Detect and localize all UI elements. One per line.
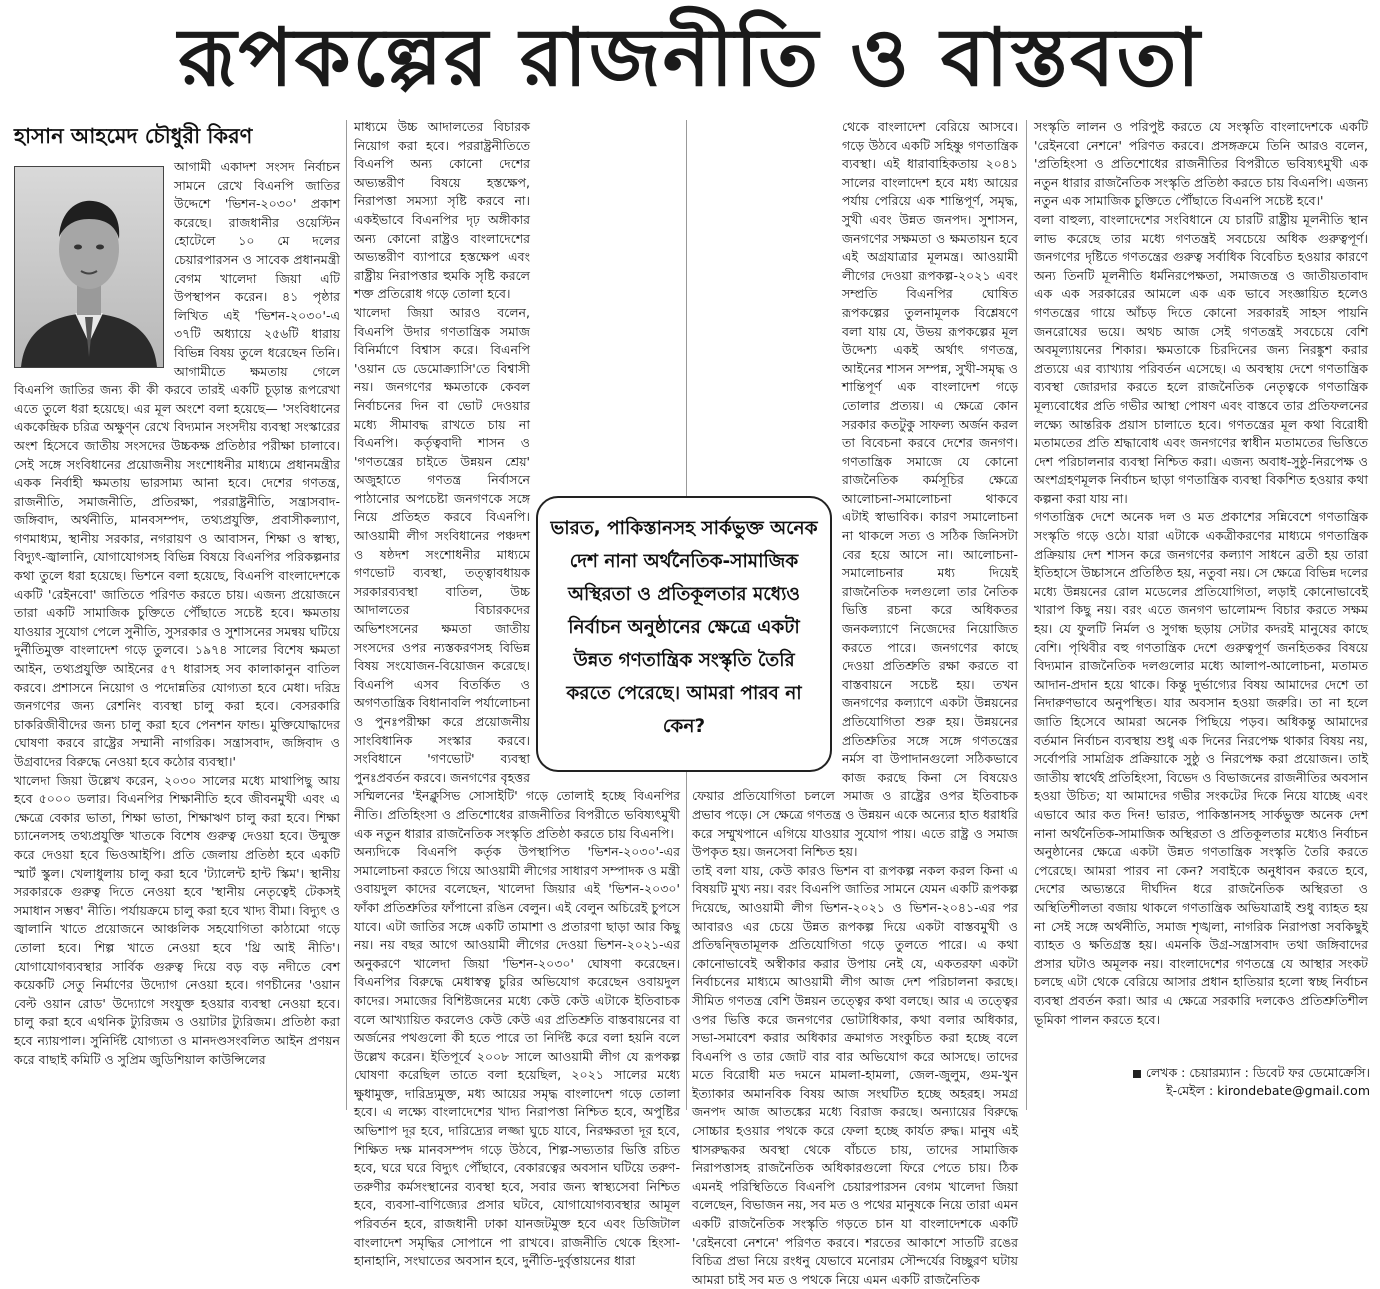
pull-quote-box <box>536 496 832 772</box>
author-email-line: ই-মেইল : kirondebate@gmail.com <box>1166 1083 1370 1098</box>
article-headline: রূপকল্পের রাজনীতি ও বাস্তবতা <box>178 11 1202 104</box>
article-paragraph: থেকে বাংলাদেশ বেরিয়ে আসবে। গড়ে উঠবে একটি সহিষ্ণু গণতান্ত্রিক ব্যবস্থা। এই ধারাবাহিকতায় ২০৪১ সালের বাংলাদেশ হবে মধ্য আয়ের পর্যায় পেরিয়ে এক শান্তিপূর্ণ, সমৃদ্ধ, সুখী এবং উন্নত জনপদ। সুশাসন, জনগণের সক্ষমতা ও ক্ষমতায়ন হবে এই অগ্রযাত্রার মূলমন্ত্র। আওয়ামী লীগের দেওয়া রূপকল্প-২০২১ এবং সম্প্রতি বিএনপির ঘোষিত রূপকল্পের তুলনামূলক বিশ্লেষণে বলা যায় যে, উভয় রূপকল্পের মূল উদ্দেশ্য একই অর্থাৎ গণতন্ত্র, আইনের শাসন সম্পন্ন, সুখী-সমৃদ্ধ ও শান্তিপূর্ণ এক বাংলাদেশ গড়ে তোলার প্রত্যয়। এ ক্ষেত্রে কোন সরকার কতটুকু সাফল্য অর্জন করল তা বিবেচনা করবে দেশের জনগণ। গণতান্ত্রিক সমাজে যে কোনো রাজনৈতিক কর্মসূচির ক্ষেত্রে আলোচনা-সমালোচনা থাকবে এটাই স্বাভাবিক। কারণ সমালোচনা না থাকলে সত্য ও সঠিক জিনিসটা বের হয়ে আসে না। আলোচনা-সমালোচনার মধ্য দিয়েই রাজনৈতিক দলগুলো তার নৈতিক ভিত্তি রচনা করে অধিকতর জনকল্যাণে নিজেদের নিয়োজিত করতে পারে। জনগণের কাছে দেওয়া প্রতিশ্রুতি রক্ষা করতে বা বাস্তবায়নে সচেষ্ট হয়। তখন জনগণের কল্যাণে একটা উন্নয়নের প্রতিযোগিতা শুরু হয়। উন্নয়নের প্রতিশ্রুতির সঙ্গে সঙ্গে গণতন্ত্রের নর্মস বা উপাদানগুলো সঠিকভাবে কাজ করছে কিনা সে বিষয়েও ফেয়ার প্রতিযোগিতা চললে সমাজ ও রাষ্ট্রের ওপর ইতিবাচক প্রভাব পড়ে। সে ক্ষেত্রে গণতন্ত্র ও উন্নয়ন একে অন্যের হাত ধরাধরি করে সম্মুখপানে এগিয়ে যাওয়ার সুযোগ পায়। এতে রাষ্ট্র ও সমাজ উপকৃত হয়। জনসেবা নিশ্চিত হয়। <box>692 119 1018 860</box>
article-paragraph: অন্যদিকে বিএনপি কর্তৃক উপস্থাপিত 'ভিশন-২০৩০'-এর সমালোচনা করতে গিয়ে আওয়ামী লীগের সাধারণ সম্পাদক ও মন্ত্রী ওবায়দুল কাদের বলেছেন, খালেদা জিয়ার এই 'ভিশন-২০৩০' ফাঁকা প্রতিশ্রুতির ফাঁপানো রঙিন বেলুন। এই বেলুন অচিরেই চুপসে যাবে। এটা জাতির সঙ্গে একটি তামাশা ও প্রতারণা ছাড়া আর কিছু নয়। নয় বছর আগে আওয়ামী লীগের দেওয়া ভিশন-২০২১-এর অনুকরণে খালেদা জিয়া 'ভিশন-২০৩০' ঘোষণা করেছেন। বিএনপির বিরুদ্ধে মেধাস্বত্ব চুরির অভিযোগ করেছেন ওবায়দুল কাদের। সমাজের বিশিষ্টজনের মধ্যে কেউ কেউ এটাকে ইতিবাচক বলে আখ্যায়িত করলেও কেউ কেউ এর প্রতিশ্রুতি বাস্তবায়নের বা অর্জনের পথগুলো কী হতে পারে তা নির্দিষ্ট করে বলা হয়নি বলে উল্লেখ করেন। ইতিপূর্বে ২০০৮ সালে আওয়ামী লীগ যে রূপকল্প ঘোষণা করেছিল তাতে বলা হয়েছিল, ২০২১ সালের মধ্যে ক্ষুধামুক্ত, দারিদ্র্যমুক্ত, মধ্য আয়ের সমৃদ্ধ বাংলাদেশ গড়ে তোলা হবে। এ লক্ষ্যে বাংলাদেশের খাদ্য নিরাপত্তা নিশ্চিত হবে, অপুষ্টির অভিশাপ দূর হবে, দারিদ্র্যের লজ্জা ঘুচে যাবে, নিরক্ষরতা দূর হবে, শিক্ষিত দক্ষ মানবসম্পদ গড়ে উঠবে, শিল্প-সভ্যতার ভিত্তি রচিত হবে, ঘরে ঘরে বিদ্যুৎ পৌঁছাবে, বেকারত্বের অবসান ঘটিয়ে তরুণ-তরুণীর কর্মসংস্থানের ব্যবস্থা হবে, সবার জন্য স্বাস্থ্যসেবা নিশ্চিত হবে, ব্যবসা-বাণিজ্যের প্রসার ঘটবে, যোগাযোগব্যবস্থার আমূল পরিবর্তন হবে, রাজধানী ঢাকা যানজটমুক্ত হবে এবং ডিজিটাল বাংলাদেশ সমৃদ্ধির সোপানে পা রাখবে। রাজনীতি থেকে হিংসা-হানাহানি, সংঘাতের অবসান হবে, দুর্নীতি-দুর্বৃত্তায়নের ধারা <box>354 844 680 1269</box>
author-photo <box>14 166 164 368</box>
square-bullet-icon <box>1133 1070 1141 1078</box>
article-paragraph: বলা বাহুল্য, বাংলাদেশের সংবিধানে যে চারটি রাষ্ট্রীয় মূলনীতি স্থান লাভ করেছে তার মধ্যে গণতন্ত্রই সবচেয়ে অধিক গুরুত্বপূর্ণ। জনগণের দৃষ্টিতে গণতন্ত্রের গুরুত্ব সর্বাধিক বিবেচিত হওয়ার কারণে অন্য তিনটি মূলনীতি ধর্মনিরপেক্ষতা, সমাজতন্ত্র ও জাতীয়তাবাদ এক এক সরকারের আমলে এক এক ভাবে সংজ্ঞায়িত হলেও গণতন্ত্রের গায়ে আঁচড় দিতে কোনো সরকারই সাহস পায়নি জনরোষের ভয়ে। অথচ আজ সেই গণতন্ত্রই সবচেয়ে বেশি অবমূল্যায়নের শিকার। ক্ষমতাকে চিরদিনের জন্য নিরঙ্কুশ করার প্রত্যয়ে এর ব্যাখ্যায় পরিবর্তন এসেছে। এ অবস্থায় দেশে গণতান্ত্রিক ব্যবস্থা জোরদার করতে হলে রাজনৈতিক নেতৃত্বকে গণতান্ত্রিক মূল্যবোধের প্রতি গভীর আস্থা পোষণ এবং বাস্তবে তার প্রতিফলনের লক্ষ্যে আন্তরিক প্রয়াস চালাতে হবে। গণতন্ত্রের মূল কথা বিরোধী মতামতের প্রতি শ্রদ্ধাবোধ এবং জনগণের স্বাধীন মতামতের ভিত্তিতে দেশ পরিচালনার ব্যবস্থা নিশ্চিত করা। এজন্য অবাধ-সুষ্ঠু-নিরপেক্ষ ও অংশগ্রহণমূলক নির্বাচন ছাড়া গণতান্ত্রিক ব্যবস্থা বিকশিত হওয়ার কথা কল্পনা করা যায় না। <box>1034 211 1368 506</box>
article-paragraph: গণতান্ত্রিক দেশে অনেক দল ও মত প্রকাশের সন্নিবেশে গণতান্ত্রিক সংস্কৃতি গড়ে ওঠে। যারা এটাকে একত্রীকরণের মাধ্যমে গণতান্ত্রিক প্রক্রিয়ায় দেশ শাসন করে জনগণের কল্যাণ সাধনে ব্রতী হয় তারা ইতিহাসে উচ্চাসনে প্রতিষ্ঠিত হয়, নতুবা নয়। সে ক্ষেত্রে বিভিন্ন দলের মধ্যে উন্নয়নের রোল মডেলের প্রতিযোগিতা, লড়াই কোনোভাবেই খারাপ কিছু নয়। বরং এতে জনগণ ভালোমন্দ বিচার করতে সক্ষম হয়। যে ফুলটি নির্মল ও সুগন্ধ ছড়ায় সেটার কদরই মানুষের কাছে বেশি। পৃথিবীর বহু গণতান্ত্রিক দেশে গুরুত্বপূর্ণ জনহিতকর বিষয়ে বিদ্যমান রাজনৈতিক দলগুলোর মধ্যে আলাপ-আলোচনা, মতামত আদান-প্রদান হয়ে থাকে। কিন্তু দুর্ভাগ্যের বিষয় আমাদের দেশে তা নিদারুণভাবে অনুপস্থিত। যার অবসান হওয়া জরুরি। তা না হলে জাতি হিসেবে আমরা অনেক পিছিয়ে পড়ব। অধিকন্তু আমাদের বর্তমান নির্বাচন ব্যবস্থায় শুধু এক দিনের নিরপেক্ষ থাকার বিষয় নয়, সর্বোপরি সামগ্রিক প্রক্রিয়াকে সুষ্ঠু ও নিরপেক্ষ করা প্রয়োজন। তাই জাতীয় স্বার্থেই প্রতিহিংসা, বিভেদ ও বিভাজনের রাজনীতির অবসান হওয়া উচিত; যা আমাদের গভীর সংকটের দিকে নিয়ে যাচ্ছে এবং এভাবে আর কত দিন! ভারত, পাকিস্তানসহ সার্কভুক্ত অনেক দেশ নানা অর্থনৈতিক-সামাজিক অস্থিরতা ও প্রতিকূলতার মধ্যেও নির্বাচন অনুষ্ঠানের ক্ষেত্রে একটা উন্নত গণতান্ত্রিক সংস্কৃতি তৈরি করতে পেরেছে। আমরা পারব না কেন? সবাইকে অনুধাবন করতে হবে, দেশের অভ্যন্তরে দীর্ঘদিন ধরে রাজনৈতিক অস্থিরতা ও অস্থিতিশীলতা বজায় থাকলে গণতান্ত্রিক অভিযাত্রাই শুধু ব্যাহত হয় না সেই সঙ্গে অর্থনীতি, সমাজ শৃঙ্খলা, নাগরিক নিরাপত্তা সবকিছুই ব্যাহত ও ক্ষতিগ্রস্ত হয়। এমনকি উগ্র-সন্ত্রাসবাদ তথা জঙ্গিবাদের প্রসার ঘটাও অমূলক নয়। বাংলাদেশের গণতন্ত্রে যে আস্থার সংকট চলছে এটা থেকে বেরিয়ে আসার প্রধান হাতিয়ার হলো স্বচ্ছ নির্বাচন ব্যবস্থা প্রবর্তন করা। আর এ ক্ষেত্রে সরকারি দলকেও প্রতিশ্রুতিশীল ভূমিকা পালন করতে হবে। <box>1034 509 1368 1027</box>
pull-quote-text: ভারত, পাকিস্তানসহ সার্কভুক্ত অনেক দেশ নানা অর্থনৈতিক-সামাজিক অস্থিরতা ও প্রতিকূলতার মধ্যেও নির্বাচন অনুষ্ঠানের ক্ষেত্রে একটা উন্নত গণতান্ত্রিক সংস্কৃতি তৈরি করতে পেরেছে। আমরা পারব না কেন? <box>550 518 818 737</box>
article-paragraph: তাই বলা যায়, কেউ কারও ভিশন বা রূপকল্প নকল করল কিনা এ বিষয়টি মুখ্য নয়। বরং বিএনপি জাতির সামনে যেমন একটি রূপকল্প দিয়েছে, আওয়ামী লীগ ভিশন-২০২১ ও ভিশন-২০৪১-এর পর আবারও এর চেয়ে উন্নত রূপকল্প দিয়ে একটা বাস্তবমুখী ও প্রতিদ্বন্দ্বিতামূলক প্রতিযোগিতা গড়ে তুলতে পারে। এ কথা কোনোভাবেই অস্বীকার করার উপায় নেই যে, একতরফা একটা নির্বাচনের মাধ্যমে আওয়ামী লীগ আজ দেশ পরিচালনা করছে। সীমিত গণতন্ত্র বেশি উন্নয়ন তত্ত্বের কথা বলছে। আর এ তত্ত্বের ওপর ভিত্তি করে জনগণের ভোটাধিকার, কথা বলার অধিকার, সভা-সমাবেশ করার অধিকার ক্রমাগত সংকুচিত করা হচ্ছে বলে বিএনপি ও তার জোট বার বার অভিযোগ করে আসছে। তাদের মতে বিরোধী মত দমনে মামলা-হামলা, জেল-জুলুম, গুম-খুন ইত্যাকার অমানবিক বিষয় আজ সংঘটিত হচ্ছে অহরহ। সমগ্র জনপদ আজ আতঙ্কের মধ্যে বিরাজ করছে। অন্যায়ের বিরুদ্ধে সোচ্চার হওয়ার পথকে করে ফেলা হচ্ছে কার্যত রুদ্ধ। মানুষ এই শ্বাসরুদ্ধকর অবস্থা থেকে বাঁচতে চায়, তাদের সামাজিক নিরাপত্তাসহ রাজনৈতিক অধিকারগুলো ফিরে পেতে চায়। ঠিক এমনই পরিস্থিতিতে বিএনপি চেয়ারপারসন বেগম খালেদা জিয়া বলেছেন, বিভাজন নয়, সব মত ও পথের মানুষকে নিয়ে তারা এমন একটি রাজনৈতিক সংস্কৃতি গড়তে চান যা বাংলাদেশকে একটি 'রেইনবো নেশনে' পরিণত করবে। শরতের আকাশে সাতটি রঙের বিচিত্র প্রভা নিয়ে রংধনু যেভাবে মনোরম সৌন্দর্যের বিচ্ছুরণ ঘটায় আমরা চাই সব মত ও পথকে নিয়ে এমন একটি রাজনৈতিক <box>692 862 1018 1287</box>
article-paragraph: আগামী একাদশ সংসদ নির্বাচন সামনে রেখে বিএনপি জাতির উদ্দেশে 'ভিশন-২০৩০' প্রকাশ করেছে। রাজধানীর ওয়েস্টিন হোটেলে ১০ মে দলের চেয়ারপারসন ও সাবেক প্রধানমন্ত্রী বেগম খালেদা জিয়া এটি উপস্থাপন করেন। ৪১ পৃষ্ঠার লিখিত এই 'ভিশন-২০৩০'-এ ৩৭টি অধ্যায়ে ২৫৬টি ধারায় বিভিন্ন বিষয় তুলে ধরেছেন তিনি। আগামীতে ক্ষমতায় গেলে বিএনপি জাতির জন্য কী কী করবে তারই একটি চূড়ান্ত রূপরেখা এতে তুলে ধরা হয়েছে। এর মূল অংশে বলা হয়েছে— 'সংবিধানের এককেন্দ্রিক চরিত্র অক্ষুণ্ন রেখে বিদ্যমান সংসদীয় ব্যবস্থা সংস্কারের অংশ হিসেবে জাতীয় সংসদের উচ্চকক্ষ প্রতিষ্ঠার পরীক্ষা চালাবে। সেই সঙ্গে সংবিধানের প্রয়োজনীয় সংশোধনীর মাধ্যমে প্রধানমন্ত্রীর একক নির্বাহী ক্ষমতায় ভারসাম্য আনা হবে। দেশের গণতন্ত্র, রাজনীতি, সমাজনীতি, প্রতিরক্ষা, পররাষ্ট্রনীতি, সন্ত্রাসবাদ-জঙ্গিবাদ, অর্থনীতি, মানবসম্পদ, তথ্যপ্রযুক্তি, প্রবাসীকল্যাণ, গণমাধ্যম, স্থানীয় সরকার, নগরায়ণ ও আবাসন, শিক্ষা ও স্বাস্থ্য, বিদ্যুৎ-জ্বালানি, যোগাযোগসহ বিভিন্ন বিষয়ে বিএনপির পরিকল্পনার কথা তুলে ধরা হয়েছে। ভিশনে বলা হয়েছে, বিএনপি বাংলাদেশকে একটি 'রেইনবো' জাতিতে পরিণত করতে চায়। এজন্য প্রয়োজনে তারা একটি সামাজিক চুক্তিতে পৌঁছাতে সচেষ্ট হবে। ক্ষমতায় যাওয়ার সুযোগ পেলে সুনীতি, সুসরকার ও সুশাসনের সমন্বয় ঘটিয়ে দুর্নীতিমুক্ত বাংলাদেশ গড়ে তুলবে। ১৯৭৪ সালের বিশেষ ক্ষমতা আইন, তথ্যপ্রযুক্তি আইনের ৫৭ ধারাসহ সব কালাকানুন বাতিল করবে। প্রশাসনে নিয়োগ ও পদোন্নতির যোগ্যতা হবে মেধা। দরিদ্র জনগণের জন্য রেশনিং ব্যবস্থা চালু করা হবে। বেসরকারি চাকরিজীবীদের জন্য চালু করা হবে পেনশন ফান্ড। মুক্তিযোদ্ধাদের ঘোষণা করবে রাষ্ট্রের সম্মানী নাগরিক। সন্ত্রাসবাদ, জঙ্গিবাদ ও উগ্রবাদের বিরুদ্ধে নেওয়া হবে কঠোর ব্যবস্থা।' <box>14 159 340 769</box>
article-paragraph: খালেদা জিয়া উল্লেখ করেন, ২০৩০ সালের মধ্যে মাথাপিছু আয় হবে ৫০০০ ডলার। বিএনপির শিক্ষানীতি হবে জীবনমুখী এবং এ ক্ষেত্রে বেকার ভাতা, শিক্ষা ভাতা, শিক্ষাঋণ চালু করা হবে। শিক্ষা চ্যানেলসহ তথ্যপ্রযুক্তি খাতকে বিশেষ গুরুত্ব দেওয়া হবে। উন্মুক্ত করে দেওয়া হবে ভিওআইপি। প্রতি জেলায় প্রতিষ্ঠা হবে একটি স্মার্ট স্কুল। খেলাধুলায় চালু করা হবে 'ট্যালেন্ট হান্ট স্কিম'। স্থানীয় সরকারকে গুরুত্ব দিতে নেওয়া হবে 'স্থানীয় নেতৃত্বেই টেকসই সমাধান সম্ভব' নীতি। পর্যায়ক্রমে চালু করা হবে খাদ্য বীমা। বিদ্যুৎ ও জ্বালানি খাতে প্রয়োজনে আঞ্চলিক সহযোগিতা কাঠামো গড়ে তোলা হবে। শিল্প খাতে নেওয়া হবে 'থ্রি আই নীতি'। যোগাযোগব্যবস্থার সার্বিক গুরুত্ব দিয়ে বড় বড় নদীতে বেশ কয়েকটি সেতু নির্মাণের উদ্যোগ নেওয়া হবে। গণচীনের 'ওয়ান বেল্ট ওয়ান রোড' উদ্যোগে সংযুক্ত হওয়ার ব্যবস্থা নেওয়া হবে। চালু করা হবে এথনিক ট্যুরিজম ও ওয়াটার ট্যুরিজম। প্রতিষ্ঠা করা হবে ন্যায়পাল। সুনির্দিষ্ট যোগ্যতা ও মানদণ্ডসংবলিত আইন প্রণয়ন করে বাছাই কমিটি ও সুপ্রিম জুডিশিয়াল কাউন্সিলের <box>14 772 340 1067</box>
column-divider <box>346 120 347 1110</box>
article-column-4 <box>1034 118 1368 1058</box>
column-divider <box>1026 120 1027 1110</box>
article-paragraph: খালেদা জিয়া আরও বলেন, বিএনপি উদার গণতান্ত্রিক সমাজ বিনির্মাণে বিশ্বাস করে। বিএনপি 'ওয়ান ডে ডেমোক্র্যাসি'তে বিশ্বাসী নয়। জনগণের ক্ষমতাকে কেবল নির্বাচনের দিন বা ভোট দেওয়ার মধ্যে সীমাবদ্ধ রাখতে চায় না বিএনপি। কর্তৃত্ববাদী শাসন ও 'গণতন্ত্রের চাইতে উন্নয়ন শ্রেয়' অজুহাতে গণতন্ত্র নির্বাসনে পাঠানোর অপচেষ্টা জনগণকে সঙ্গে নিয়ে প্রতিহত করবে বিএনপি। আওয়ামী লীগ সংবিধানের পঞ্চদশ ও ষষ্ঠদশ সংশোধনীর মাধ্যমে গণভোট ব্যবস্থা, তত্ত্বাবধায়ক সরকারব্যবস্থা বাতিল, উচ্চ আদালতের বিচারকদের অভিশংসনের ক্ষমতা জাতীয় সংসদের ওপর ন্যস্তকরণসহ বিভিন্ন বিষয় সংযোজন-বিয়োজন করেছে। বিএনপি এসব বিতর্কিত ও অগণতান্ত্রিক বিধানাবলি পর্যালোচনা ও পুনঃপরীক্ষা করে প্রয়োজনীয় সাংবিধানিক সংস্কার করবে। সংবিধানে 'গণভোট' ব্যবস্থা পুনঃপ্রবর্তন করবে। জনগণের বৃহত্তর সম্মিলনের 'ইনক্লুসিভ সোসাইটি' গড়ে তোলাই হচ্ছে বিএনপির নীতি। প্রতিহিংসা ও প্রতিশোধের রাজনীতির বিপরীতে ভবিষ্যৎমুখী এক নতুন ধারার রাজনৈতিক সংস্কৃতি প্রতিষ্ঠা করতে চায় বিএনপি। <box>354 304 680 841</box>
article-column-1 <box>14 118 340 1108</box>
article-paragraph: সংস্কৃতি লালন ও পরিপুষ্ট করতে যে সংস্কৃতি বাংলাদেশকে একটি 'রেইনবো নেশনে' পরিণত করবে। প্রসঙ্গক্রমে তিনি আরও বলেন, 'প্রতিহিংসা ও প্রতিশোধের রাজনীতির বিপরীতে ভবিষ্যৎমুখী এক নতুন ধারার রাজনৈতিক সংস্কৃতি প্রতিষ্ঠা করতে চায় বিএনপি। এজন্য নতুন এক সামাজিক চুক্তিতে পৌঁছাতে বিএনপি সচেষ্ট হবে।' <box>1034 119 1368 209</box>
author-credit-text: লেখক : চেয়ারম্যান : ডিবেট ফর ডেমোক্রেসি। <box>1145 1065 1370 1080</box>
author-byline: হাসান আহমেদ চৌধুরী কিরণ <box>14 124 253 148</box>
author-footer <box>1040 1064 1370 1100</box>
author-credit-line <box>1040 1064 1370 1082</box>
author-portrait-image <box>15 167 163 367</box>
article-paragraph: মাধ্যমে উচ্চ আদালতের বিচারক নিয়োগ করা হবে। পররাষ্ট্রনীতিতে বিএনপি অন্য কোনো দেশের অভ্যন্তরীণ বিষয়ে হস্তক্ষেপ, নিরাপত্তা সমস্যা সৃষ্টি করবে না। একইভাবে বিএনপির দৃঢ় অঙ্গীকার অন্য কোনো রাষ্ট্রও বাংলাদেশের অভ্যন্তরীণ ব্যাপারে হস্তক্ষেপ এবং রাষ্ট্রীয় নিরাপত্তার হুমকি সৃষ্টি করলে শক্ত প্রতিরোধ গড়ে তোলা হবে। <box>354 119 530 302</box>
